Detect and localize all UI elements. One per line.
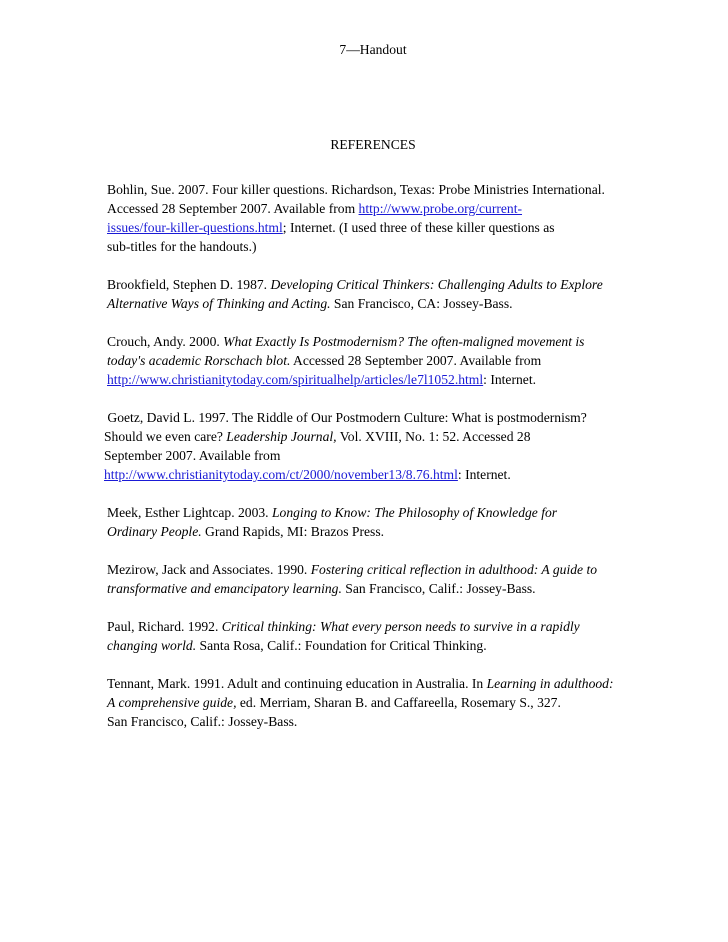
- reference-title-italic: changing world.: [107, 638, 197, 653]
- reference-text: San Francisco, CA: Jossey-Bass.: [330, 296, 513, 311]
- probe-url-link-continued[interactable]: issues/four-killer-questions.html: [107, 220, 283, 235]
- reference-entry-tennant: [107, 674, 647, 731]
- reference-line: [107, 370, 647, 389]
- reference-line: [107, 693, 647, 712]
- reference-line: [107, 351, 647, 370]
- reference-text: Should we even care?: [104, 429, 227, 444]
- reference-line: [107, 503, 647, 522]
- reference-text: Accessed 28 September 2007. Available from: [107, 201, 359, 216]
- reference-entry-meek: [107, 503, 647, 541]
- reference-title-italic: Leadership Journal,: [226, 429, 337, 444]
- reference-line: [107, 275, 647, 294]
- reference-line: [107, 218, 647, 237]
- reference-line: [107, 199, 647, 218]
- reference-entry-brookfield: [107, 275, 647, 313]
- reference-title-italic: Critical thinking: What every person needs to survive in a rapidly: [221, 619, 580, 634]
- reference-line: [107, 617, 647, 636]
- reference-line: [107, 636, 647, 655]
- reference-line: [104, 427, 647, 446]
- reference-text: sub-titles for the handouts.): [107, 239, 257, 254]
- reference-line: [107, 522, 647, 541]
- reference-line: [107, 712, 647, 731]
- reference-text: Mezirow, Jack and Associates. 1990.: [107, 562, 311, 577]
- reference-text: Vol. XVIII, No. 1: 52. Accessed 28: [336, 429, 531, 444]
- reference-title-italic: today's academic Rorschach blot.: [107, 353, 291, 368]
- reference-text: : Internet.: [457, 467, 511, 482]
- reference-text: September 2007. Available from: [104, 448, 281, 463]
- reference-text: Brookfield, Stephen D. 1987.: [107, 277, 271, 292]
- reference-entry-paul: [107, 617, 647, 655]
- reference-text: ; Internet. (I used three of these killer questions as: [282, 220, 555, 235]
- reference-title-italic: What Exactly Is Postmodernism? The often-maligned movement is: [223, 334, 585, 349]
- reference-entry-mezirow: [107, 560, 647, 598]
- reference-text: Tennant, Mark. 1991. Adult and continuing education in Australia. In: [107, 676, 487, 691]
- reference-line: [107, 560, 647, 579]
- reference-text: San Francisco, Calif.: Jossey-Bass.: [341, 581, 536, 596]
- christianitytoday-spiritualhelp-link[interactable]: http://www.christianitytoday.com/spiritualhelp/articles/le7l1052.html: [107, 372, 484, 387]
- reference-text: : Internet.: [483, 372, 536, 387]
- reference-text: Santa Rosa, Calif.: Foundation for Critical Thinking.: [196, 638, 487, 653]
- references-heading: [0, 136, 728, 154]
- reference-entry-crouch: [107, 332, 647, 389]
- reference-line: [107, 237, 647, 256]
- reference-line: [104, 408, 647, 427]
- references-title: REFERENCES: [330, 137, 416, 152]
- reference-title-italic: Ordinary People.: [107, 524, 202, 539]
- reference-title-italic: Longing to Know: The Philosophy of Knowledge for: [271, 505, 558, 520]
- reference-text: Bohlin, Sue. 2007. Four killer questions. Richardson, Texas: Probe Ministries International.: [107, 182, 605, 197]
- reference-line: [107, 180, 647, 199]
- reference-title-italic: Developing Critical Thinkers: Challenging Adults to Explore: [270, 277, 603, 292]
- reference-text: ed. Merriam, Sharan B. and Caffareella, Rosemary S., 327.: [236, 695, 561, 710]
- reference-entry-bohlin: [107, 180, 647, 256]
- handout-label: 7—Handout: [339, 42, 407, 57]
- reference-text: Meek, Esther Lightcap. 2003.: [107, 505, 272, 520]
- reference-title-italic: A comprehensive guide,: [107, 695, 237, 710]
- reference-text: Goetz, David L. 1997. The Riddle of Our Postmodern Culture: What is postmodernism?: [104, 410, 587, 425]
- reference-line: [107, 294, 647, 313]
- reference-line: [107, 579, 647, 598]
- reference-text: San Francisco, Calif.: Jossey-Bass.: [107, 714, 298, 729]
- reference-line: [107, 674, 647, 693]
- reference-text: Grand Rapids, MI: Brazos Press.: [201, 524, 385, 539]
- reference-line: [104, 446, 647, 465]
- christianitytoday-ct-link[interactable]: http://www.christianitytoday.com/ct/2000/november13/8.76.html: [104, 467, 458, 482]
- reference-entry-goetz: [104, 408, 647, 484]
- reference-text: Crouch, Andy. 2000.: [107, 334, 224, 349]
- reference-line: [107, 332, 647, 351]
- reference-line: [104, 465, 647, 484]
- reference-title-italic: Learning in adulthood:: [486, 676, 614, 691]
- reference-title-italic: Alternative Ways of Thinking and Acting.: [107, 296, 331, 311]
- reference-text: Accessed 28 September 2007. Available from: [290, 353, 542, 368]
- reference-title-italic: transformative and emancipatory learning.: [107, 581, 342, 596]
- references-list: [104, 180, 647, 750]
- page-header: [0, 41, 728, 59]
- probe-url-link[interactable]: http://www.probe.org/current-: [358, 201, 523, 216]
- reference-title-italic: Fostering critical reflection in adulthood: A guide to: [310, 562, 598, 577]
- reference-text: Paul, Richard. 1992.: [107, 619, 222, 634]
